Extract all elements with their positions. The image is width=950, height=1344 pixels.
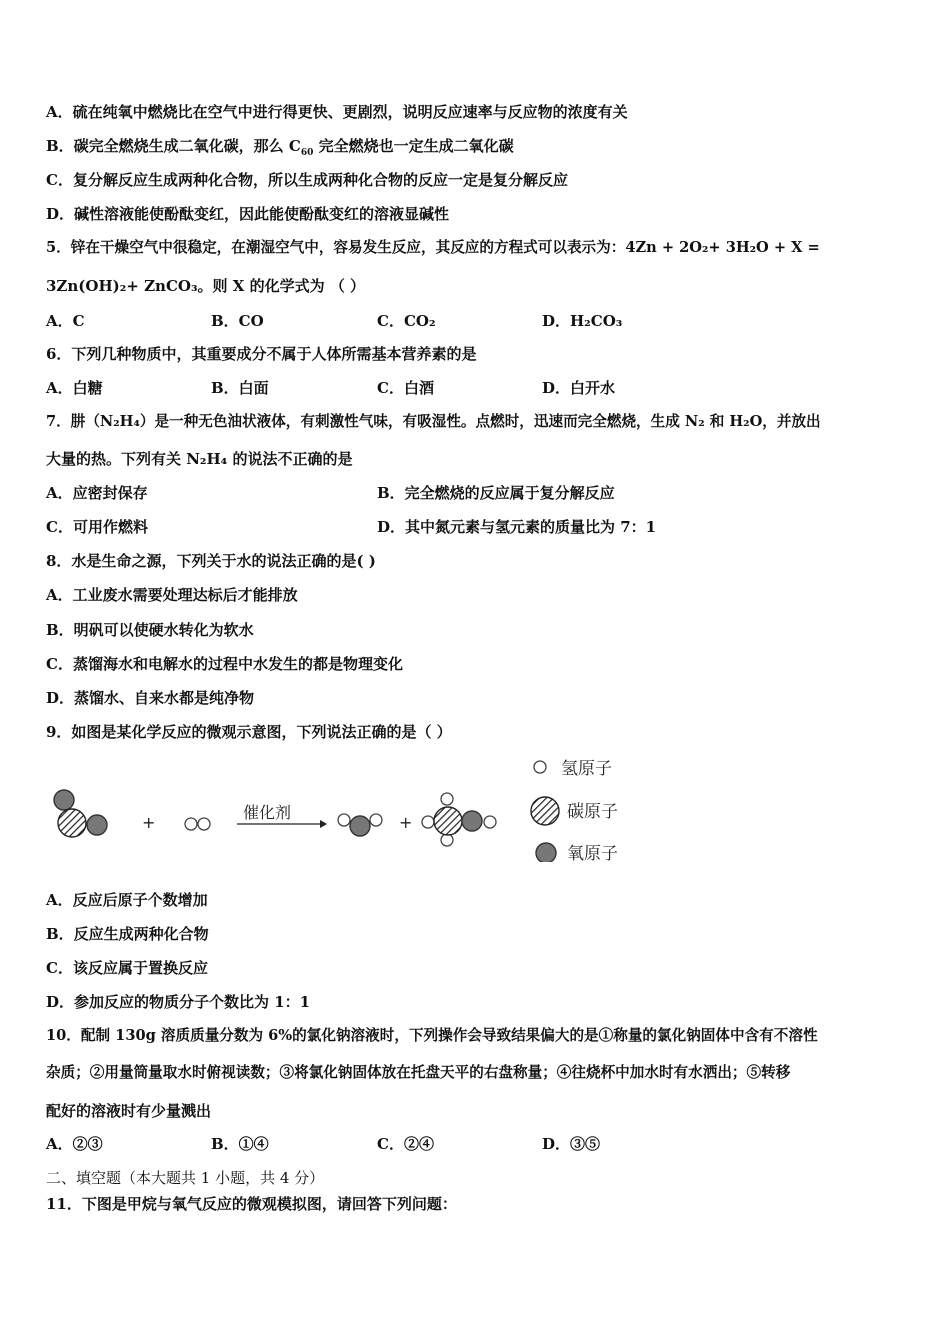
legend-hydrogen-label: 氢原子 [561,759,612,779]
q8-option-a: A．工业废水需要处理达标后才能排放 [46,586,298,604]
q10-stem-line1: 10．配制 130g 溶质质量分数为 6%的氯化钠溶液时，下列操作会导致结果偏大的是①称量的氯化钠固体中含有不溶性 [46,1027,818,1044]
q4-option-b-pre: B．碳完全燃烧生成二氧化碳，那么 C [46,137,301,155]
q5-option-c: C．CO₂ [377,312,436,330]
q5-equation: 4Zn + 2O₂+ 3H₂O + X = [625,239,820,256]
q6-option-a: A．白糖 [46,379,103,397]
q9-option-d: D．参加反应的物质分子个数比为 1：1 [46,993,311,1011]
q10-option-a: A．②③ [46,1135,103,1153]
q9-option-c: C．该反应属于置换反应 [46,959,208,977]
q10-option-d: D．③⑤ [542,1135,601,1153]
q10-option-c: C．②④ [377,1135,434,1153]
q4-option-b-post: 完全燃烧也一定生成二氧化碳 [313,137,514,155]
q8-option-c: C．蒸馏海水和电解水的过程中水发生的都是物理变化 [46,655,403,673]
q9-option-b: B．反应生成两种化合物 [46,925,209,943]
q4-option-a: A．硫在纯氧中燃烧比在空气中进行得更快、更剧烈，说明反应速率与反应物的浓度有关 [46,103,628,121]
legend [531,759,618,862]
q6-option-c: C．白酒 [377,379,434,397]
reactant-molecule-2 [185,818,210,830]
q6-option-b: B．白面 [211,379,269,397]
q7-stem-line2: 大量的热。下列有关 N₂H₄ 的说法不正确的是 [46,450,353,468]
q7-option-a: A．应密封保存 [46,484,148,502]
legend-oxygen-label: 氧原子 [567,844,618,862]
q7-stem-line1: 7．肼（N₂H₄）是一种无色油状液体，有刺激性气味，有吸湿性。点燃时，迅速而完全燃烧，生成 N₂ 和 H₂O，并放出 [46,413,821,430]
q5-option-a: A．C [46,312,85,330]
q5-stem-line1 [46,238,820,258]
q5-option-d: D．H₂CO₃ [542,312,623,330]
q9-option-a: A．反应后原子个数增加 [46,891,208,909]
q8-option-b: B．明矾可以使硬水转化为软水 [46,621,254,639]
q5-option-b: B．CO [211,312,264,330]
q4-option-c: C．复分解反应生成两种化合物，所以生成两种化合物的反应一定是复分解反应 [46,171,568,189]
q5-stem-text: 5．锌在干燥空气中很稳定，在潮湿空气中，容易发生反应，其反应的方程式可以表示为： [46,239,626,256]
q8-stem: 8．水是生命之源，下列关于水的说法正确的是( ) [46,552,376,570]
q8-option-d: D．蒸馏水、自来水都是纯净物 [46,689,255,707]
q6-stem: 6．下列几种物质中，其重要成分不属于人体所需基本营养素的是 [46,345,477,363]
q4-option-b-sub: 60 [300,148,314,158]
q7-option-c: C．可用作燃料 [46,518,148,536]
reaction-micro-diagram [40,752,660,862]
q9-stem: 9．如图是某化学反应的微观示意图，下列说法正确的是（ ） [46,723,452,741]
q4-option-b [46,136,514,163]
catalyst-label: 催化剂 [243,803,292,822]
legend-hydrogen-icon [534,761,546,773]
q11-stem: 11．下图是甲烷与氧气反应的微观模拟图，请回答下列问题： [46,1195,457,1213]
legend-carbon-icon [531,797,559,825]
plus-sign-2: + [399,813,413,832]
q4-option-d: D．碱性溶液能使酚酞变红，因此能使酚酞变红的溶液显碱性 [46,205,450,223]
q5-stem-line2: 3Zn(OH)₂+ ZnCO₃。则 X 的化学式为 （ ） [46,277,366,295]
product-molecule-1 [338,814,382,836]
q7-option-b: B．完全燃烧的反应属于复分解反应 [377,484,615,502]
section-heading: 二、填空题（本大题共 1 小题，共 4 分） [46,1169,325,1187]
reactant-molecule-1 [54,790,107,837]
q7-option-d: D．其中氮元素与氢元素的质量比为 7：1 [377,518,657,536]
product-molecule-2 [422,793,496,846]
legend-oxygen-icon [536,843,556,862]
legend-carbon-label: 碳原子 [567,802,618,822]
q10-stem-line2: 杂质；②用量筒量取水时俯视读数；③将氯化钠固体放在托盘天平的右盘称量；④往烧杯中加水时有水洒出；⑤转移 [46,1064,791,1081]
q10-option-b: B．①④ [211,1135,269,1153]
q10-stem-line3: 配好的溶液时有少量溅出 [46,1102,212,1120]
q6-option-d: D．白开水 [542,379,616,397]
plus-sign-1: + [142,813,156,832]
